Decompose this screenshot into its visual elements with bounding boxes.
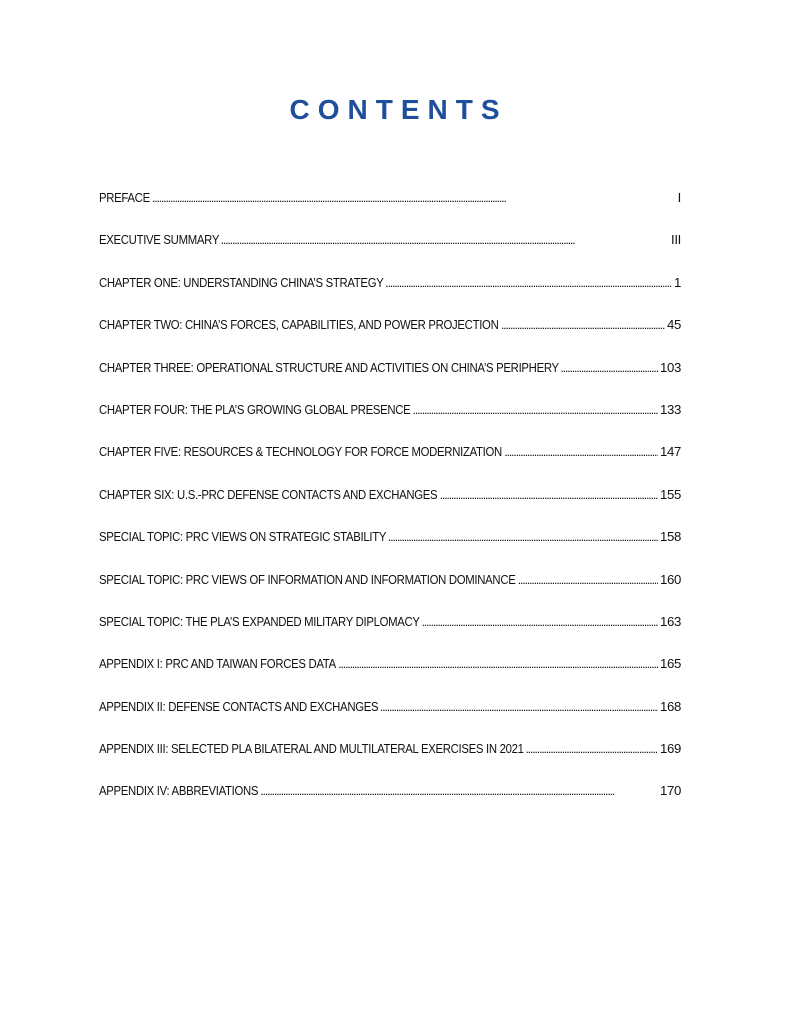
dot-leader [380,695,658,719]
toc-entry-label: APPENDIX III: SELECTED PLA BILATERAL AND MULTILATERAL EXERCISES IN 2021 [99,741,524,757]
toc-entry-label: SPECIAL TOPIC: PRC VIEWS OF INFORMATION AND INFORMATION DOMINANCE [99,571,516,587]
toc-entry-page: 155 [660,486,681,502]
page-title: CONTENTS [289,94,508,125]
dot-leader [440,483,658,507]
toc-entry-page: 170 [660,783,681,799]
toc-entry-label: CHAPTER TWO: CHINA’S FORCES, CAPABILITIES, AND POWER PROJECTION [99,317,499,333]
toc-entry-page: 1 [674,274,681,290]
toc-entry-label: CHAPTER FOUR: THE PLA’S GROWING GLOBAL PRESENCE [99,401,411,417]
toc-entry-chapter-three[interactable] [99,356,681,398]
toc-entry-label: CHAPTER SIX: U.S.-PRC DEFENSE CONTACTS AND EXCHANGES [99,486,438,502]
toc-entry-executive-summary[interactable] [99,228,681,270]
toc-entry-label: EXECUTIVE SUMMARY [99,232,220,248]
dot-leader [413,398,658,422]
toc-entry-chapter-five[interactable] [99,440,681,482]
toc-entry-label: CHAPTER THREE: OPERATIONAL STRUCTURE AND ACTIVITIES ON CHINA’S PERIPHERY [99,359,559,375]
toc-entry-page: 163 [660,613,681,629]
toc-entry-label: PREFACE [99,190,150,205]
toc-entry-page: 147 [660,444,681,460]
toc-entry-chapter-one[interactable] [99,271,681,313]
toc-entry-special-topic-military-diplomacy[interactable] [99,610,681,652]
toc-entry-label: SPECIAL TOPIC: PRC VIEWS ON STRATEGIC STABILITY [99,529,387,545]
dot-leader [504,440,658,464]
toc-entry-page: 103 [660,359,681,375]
toc-entry-page: 158 [660,529,681,545]
toc-entry-preface[interactable] [99,186,681,228]
dot-leader [422,610,658,634]
dot-leader [152,186,676,210]
toc-entry-label: APPENDIX II: DEFENSE CONTACTS AND EXCHANGES [99,698,379,714]
dot-leader [388,525,658,549]
toc-entry-page: III [671,232,681,248]
toc-entry-appendix-one[interactable] [99,652,681,694]
toc-entry-label: CHAPTER FIVE: RESOURCES & TECHNOLOGY FOR FORCE MODERNIZATION [99,444,502,460]
toc-entry-label: APPENDIX I: PRC AND TAIWAN FORCES DATA [99,656,336,672]
toc-entry-chapter-two[interactable] [99,313,681,355]
toc-entry-page: I [677,190,681,205]
toc-entry-label: APPENDIX IV: ABBREVIATIONS [99,783,259,799]
toc-entry-appendix-four[interactable] [99,779,681,821]
dot-leader [518,568,658,592]
dot-leader [560,356,658,380]
toc-entry-special-topic-strategic-stability[interactable] [99,525,681,567]
toc-entry-page: 165 [660,656,681,672]
toc-entry-page: 169 [660,741,681,757]
toc-entry-chapter-six[interactable] [99,483,681,525]
toc-entry-page: 133 [660,401,681,417]
dot-leader [501,313,665,337]
toc-entry-page: 160 [660,571,681,587]
toc-entry-page: 45 [667,317,681,333]
dot-leader [338,652,658,676]
toc-entry-label: CHAPTER ONE: UNDERSTANDING CHINA’S STRATEGY [99,274,384,290]
toc-entry-special-topic-information-dominance[interactable] [99,568,681,610]
dot-leader [260,779,658,803]
table-of-contents [99,186,681,822]
toc-entry-page: 168 [660,698,681,714]
dot-leader [385,271,672,295]
toc-entry-appendix-three[interactable] [99,737,681,779]
dot-leader [525,737,658,761]
dot-leader [221,228,669,252]
toc-entry-label: SPECIAL TOPIC: THE PLA’S EXPANDED MILITARY DIPLOMACY [99,613,420,629]
toc-entry-appendix-two[interactable] [99,695,681,737]
toc-entry-chapter-four[interactable] [99,398,681,440]
